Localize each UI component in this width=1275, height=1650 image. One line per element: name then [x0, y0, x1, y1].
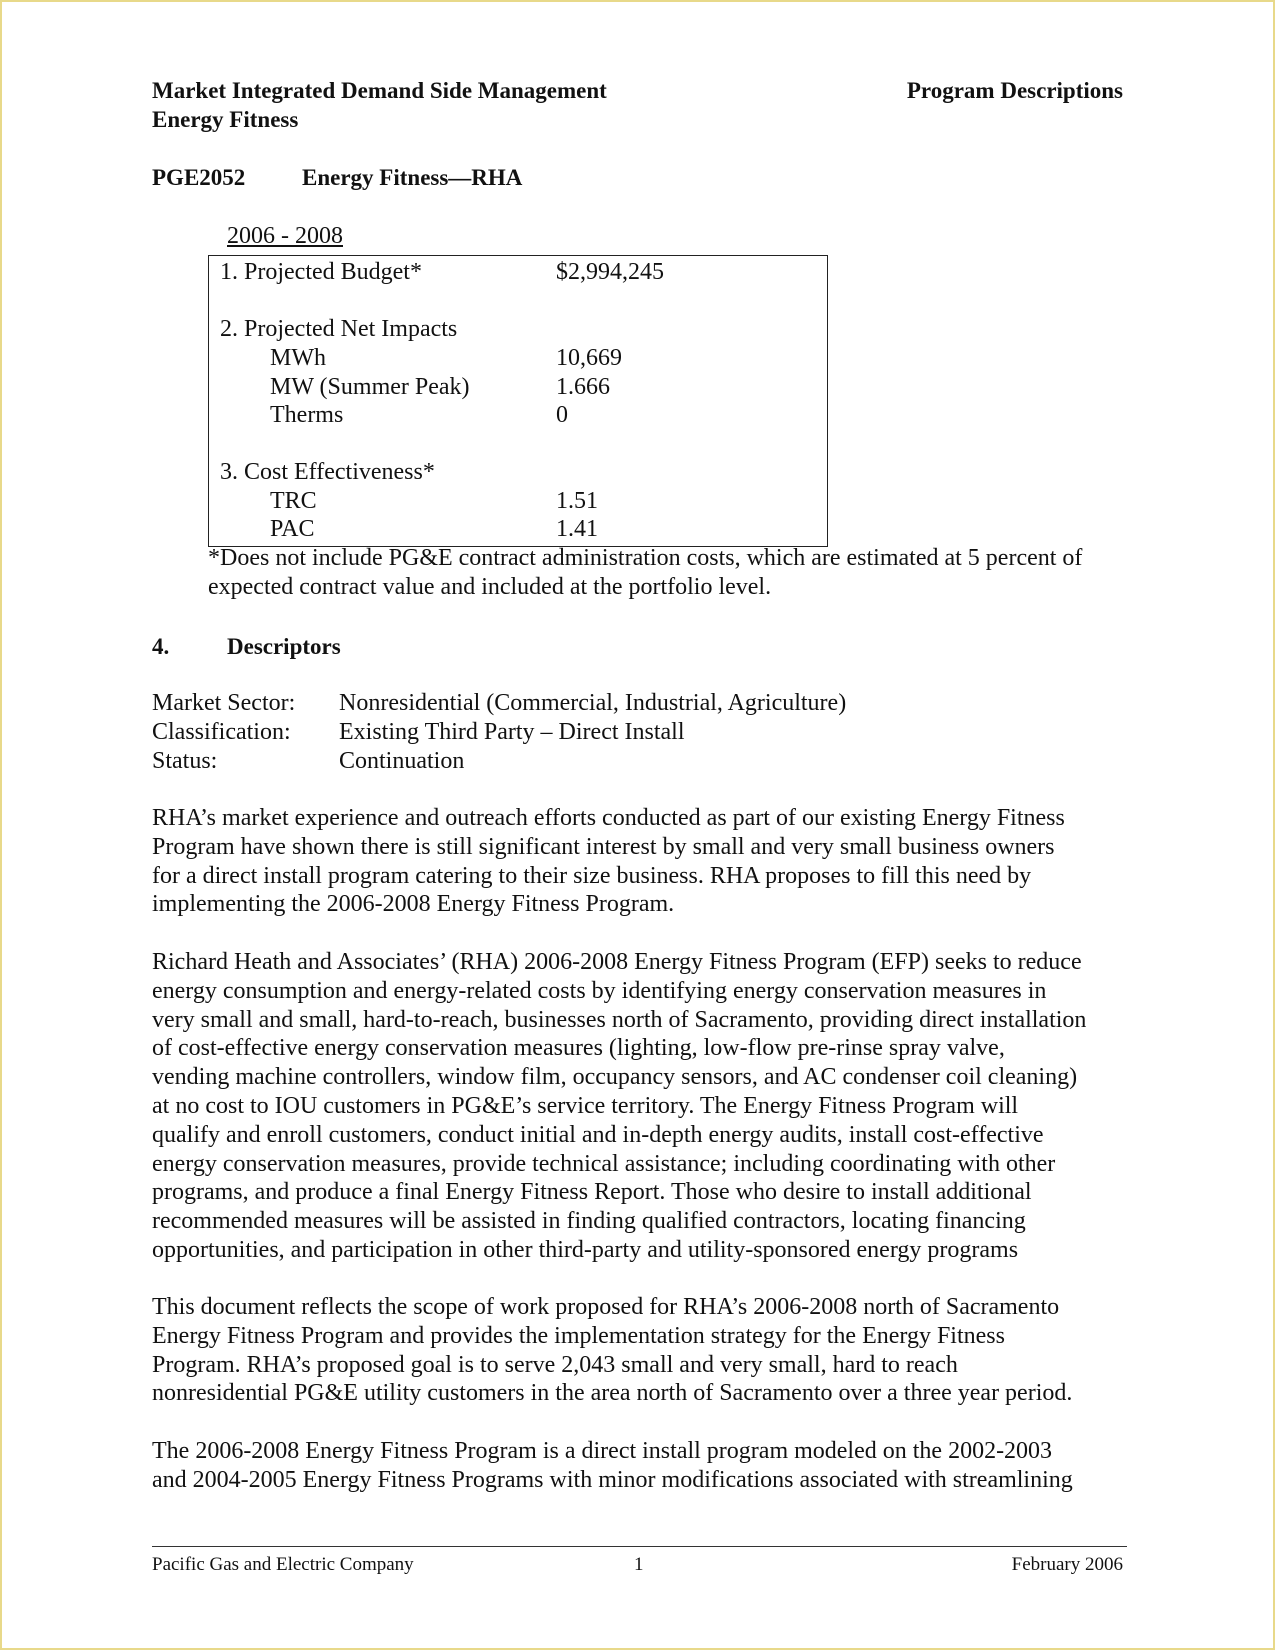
program-code: PGE2052 [152, 165, 246, 190]
header-right: Program Descriptions [906, 78, 1123, 103]
trc-label: TRC [270, 488, 317, 514]
classification-value: Existing Third Party – Direct Install [339, 719, 685, 745]
mw-label: MW (Summer Peak) [270, 374, 470, 400]
market-sector-label: Market Sector: [152, 690, 296, 716]
header-title-line2: Energy Fitness [152, 107, 299, 132]
budget-label: 1. Projected Budget* [220, 259, 422, 285]
pac-value: 1.41 [556, 516, 598, 542]
paragraph-line: implementing the 2006-2008 Energy Fitness Program. [152, 891, 675, 918]
paragraph-line: qualify and enroll customers, conduct initial and in-depth energy audits, install cost-effective [152, 1121, 1044, 1148]
paragraph-market-experience [152, 804, 1152, 919]
impacts-label: 2. Projected Net Impacts [220, 316, 458, 342]
header-title-line1: Market Integrated Demand Side Management [152, 78, 607, 103]
footer-rule [152, 1546, 1127, 1547]
budget-value: $2,994,245 [556, 259, 664, 285]
paragraph-line: at no cost to IOU customers in PG&E’s service territory. The Energy Fitness Program will [152, 1092, 1019, 1119]
therms-value: 0 [556, 402, 568, 428]
program-name: Energy Fitness—RHA [302, 165, 523, 190]
status-value: Continuation [339, 748, 465, 774]
paragraph-line: RHA’s market experience and outreach efforts conducted as part of our existing Energy Fitness [152, 805, 1065, 831]
paragraph-line: energy conservation measures, provide technical assistance; including coordinating with other [152, 1150, 1056, 1177]
descriptors-heading: Descriptors [227, 634, 341, 659]
paragraph-line: The 2006-2008 Energy Fitness Program is a direct install program modeled on the 2002-2003 [152, 1438, 1053, 1464]
descriptors-number: 4. [152, 634, 170, 659]
paragraph-line: for a direct install program catering to their size business. RHA proposes to fill this need by [152, 862, 1032, 889]
therms-label: Therms [270, 402, 344, 428]
ce-label: 3. Cost Effectiveness* [220, 459, 435, 485]
pac-label: PAC [270, 516, 315, 542]
trc-value: 1.51 [556, 488, 598, 514]
paragraph-line: energy consumption and energy-related costs by identifying energy conservation measures in [152, 977, 1047, 1004]
paragraph-line: Richard Heath and Associates’ (RHA) 2006-2008 Energy Fitness Program (EFP) seeks to reduce [152, 949, 1082, 975]
paragraph-line: Program have shown there is still significant interest by small and very small business owners [152, 833, 1055, 860]
footer-page-number: 1 [634, 1554, 644, 1575]
paragraph-model [152, 1437, 1152, 1495]
budget-note-line2: expected contract value and included at the portfolio level. [208, 574, 772, 600]
paragraph-line: of cost-effective energy conservation measures (lighting, low-flow pre-rinse spray valve, [152, 1035, 1005, 1062]
mw-value: 1.666 [556, 374, 610, 400]
paragraph-scope [152, 1293, 1152, 1408]
paragraph-line: This document reflects the scope of work proposed for RHA’s 2006-2008 north of Sacramento [152, 1294, 1060, 1320]
mwh-value: 10,669 [556, 345, 622, 371]
paragraph-line: and 2004-2005 Energy Fitness Programs with minor modifications associated with streamlining [152, 1466, 1073, 1493]
market-sector-value: Nonresidential (Commercial, Industrial, Agriculture) [339, 690, 847, 716]
paragraph-line: opportunities, and participation in other third-party and utility-sponsored energy programs [152, 1236, 1019, 1263]
paragraph-line: Energy Fitness Program and provides the implementation strategy for the Energy Fitness [152, 1322, 1005, 1349]
footer-date: February 2006 [1011, 1554, 1123, 1575]
paragraph-line: nonresidential PG&E utility customers in the area north of Sacramento over a three year period. [152, 1380, 1073, 1407]
footer-company: Pacific Gas and Electric Company [152, 1554, 414, 1575]
status-label: Status: [152, 748, 218, 774]
budget-note-line1: *Does not include PG&E contract administration costs, which are estimated at 5 percent of [208, 545, 1083, 571]
paragraph-line: programs, and produce a final Energy Fitness Report. Those who desire to install additional [152, 1179, 1032, 1206]
paragraph-line: very small and small, hard-to-reach, businesses north of Sacramento, providing direct installation [152, 1006, 1087, 1033]
paragraph-line: recommended measures will be assisted in finding qualified contractors, locating financing [152, 1208, 1026, 1235]
mwh-label: MWh [270, 345, 326, 371]
classification-label: Classification: [152, 719, 291, 745]
paragraph-line: vending machine controllers, window film, occupancy sensors, and AC condenser coil cleaning) [152, 1064, 1078, 1091]
paragraph-program-overview [152, 948, 1152, 1265]
paragraph-line: Program. RHA’s proposed goal is to serve 2,043 small and very small, hard to reach [152, 1351, 958, 1378]
budget-period: 2006 - 2008 [227, 223, 343, 249]
